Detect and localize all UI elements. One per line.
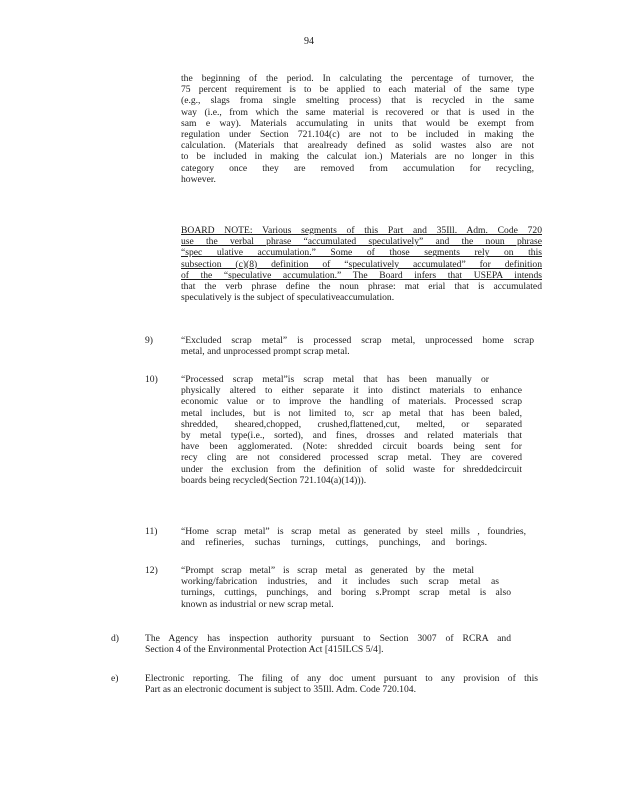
text-line: “Prompt scrap metal” is scrap metal as generated by the metal bbox=[181, 565, 474, 576]
subsection-d-text bbox=[145, 633, 511, 655]
text-line: recy cling are not considered processed scrap metal. They are covered bbox=[181, 452, 522, 464]
text-line: working/fabrication industries, and it includes such scrap metal as bbox=[181, 576, 499, 588]
text-line: Section 4 of the Environmental Protection Act [415ILCS 5/4]. bbox=[145, 644, 384, 656]
item-label-10: 10) bbox=[145, 374, 158, 385]
text-line: way (i.e., from which the same material is recovered or that is used in the bbox=[181, 106, 534, 118]
text-line: regulation under Section 721.104(c) are not to be included in making the bbox=[181, 128, 534, 140]
subsection-label-e: e) bbox=[111, 673, 119, 684]
text-line: economic value or to improve the handling of materials. Processed scrap bbox=[181, 396, 522, 408]
text-line: calculation. (Materials that arealready defined as solid wastes also are not bbox=[181, 140, 534, 152]
board-note-line: that the verb phrase define the noun phrase: mat erial that is accumulated bbox=[181, 280, 542, 292]
text-line: Part as an electronic document is subject to 35Ill. Adm. Code 720.104. bbox=[145, 684, 416, 696]
item-11-text bbox=[181, 526, 526, 548]
text-line: shredded, sheared,chopped, crushed,flattened,cut, melted, or separated bbox=[181, 418, 522, 430]
text-line: 75 percent requirement is to be applied to each material of the same type bbox=[181, 84, 534, 96]
text-line: (e.g., slags froma single smelting process) that is recycled in the same bbox=[181, 95, 534, 107]
item-9-text bbox=[181, 335, 534, 357]
text-line: The Agency has inspection authority pursuant to Section 3007 of RCRA and bbox=[145, 633, 511, 644]
text-line: “Home scrap metal” is scrap metal as generated by steel mills , foundries, bbox=[181, 526, 526, 537]
text-line: physically altered to either separate it into distinct materials to enhance bbox=[181, 385, 522, 397]
item-label-11: 11) bbox=[145, 526, 158, 537]
text-line: have been agglomerated. (Note: shredded circuit boards being sent for bbox=[181, 441, 522, 453]
item-12-text bbox=[181, 565, 511, 610]
board-note-line: use the verbal phrase “accumulated speculatively” and the noun phrase bbox=[181, 236, 542, 248]
text-line: and refineries, suchas turnings, cuttings, punchings, and borings. bbox=[181, 537, 487, 549]
text-line: to be included in making the calculat ion.) Materials are no longer in this bbox=[181, 151, 534, 163]
text-line: Electronic reporting. The filing of any doc ument pursuant to any provision of this bbox=[145, 673, 538, 684]
subsection-label-d: d) bbox=[111, 633, 119, 644]
text-line: metal, and unprocessed prompt scrap metal. bbox=[181, 346, 350, 358]
item-label-12: 12) bbox=[145, 565, 158, 576]
text-line: the beginning of the period. In calculating the percentage of turnover, the bbox=[181, 73, 534, 84]
text-line: “Processed scrap metal”is scrap metal that has been manually or bbox=[181, 374, 489, 385]
board-note-line: BOARD NOTE: Various segments of this Part and 35Ill. Adm. Code 720 bbox=[181, 225, 542, 236]
board-note-line: subsection (c)(8) definition of “speculatively accumulated” for definition bbox=[181, 258, 542, 270]
board-note bbox=[181, 225, 542, 303]
item-10-text bbox=[181, 374, 522, 486]
item-label-9: 9) bbox=[145, 335, 153, 346]
board-note-line: speculatively is the subject of speculativeaccumulation. bbox=[181, 292, 395, 304]
board-note-line: “spec ulative accumulation.” Some of those segments rely on this bbox=[181, 247, 542, 259]
board-note-line: of the “speculative accumulation.” The Board infers that USEPA intends bbox=[181, 269, 542, 281]
continuation-paragraph bbox=[181, 73, 534, 185]
text-line: under the exclusion from the definition of solid waste for shreddedcircuit bbox=[181, 463, 522, 475]
text-line: sam e way). Materials accumulating in units that would be exempt from bbox=[181, 117, 534, 129]
text-line: boards being recycled(Section 721.104(a)(14))). bbox=[181, 474, 367, 486]
text-line: metal includes, but is not limited to, scr ap metal that has been baled, bbox=[181, 407, 522, 419]
subsection-e-text bbox=[145, 673, 538, 695]
text-line: “Excluded scrap metal” is processed scrap metal, unprocessed home scrap bbox=[181, 335, 534, 346]
text-line: by metal type(i.e., sorted), and fines, drosses and related materials that bbox=[181, 429, 522, 441]
text-line: known as industrial or new scrap metal. bbox=[181, 598, 334, 610]
page-number: 94 bbox=[304, 36, 314, 47]
text-line: category once they are removed from accumulation for recycling, bbox=[181, 162, 534, 174]
text-line: however. bbox=[181, 173, 216, 185]
text-line: turnings, cuttings, punchings, and boring s.Prompt scrap metal is also bbox=[181, 587, 511, 599]
